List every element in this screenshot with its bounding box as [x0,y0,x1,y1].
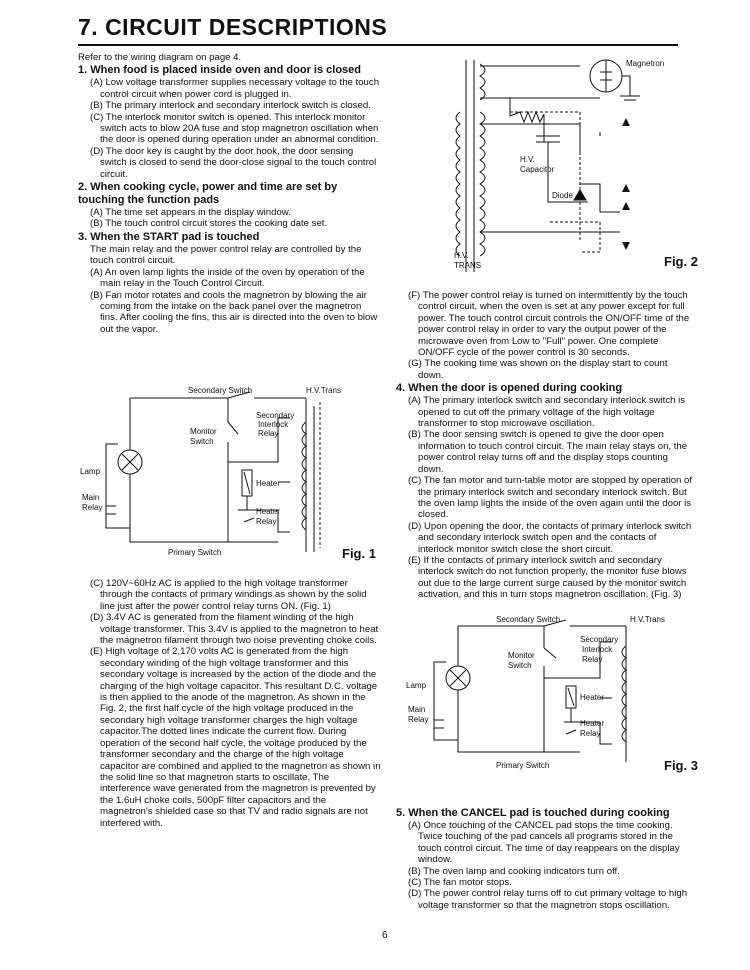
fig3-secondary-interlock-label-1: Interlock [582,645,613,654]
section-5-heading: 5. When the CANCEL pad is touched during cooking [396,807,670,819]
fig1-heater2-label: Heater [256,507,281,516]
fig3-primary-switch-label: Primary Switch [496,761,550,770]
section-1-a: (A) Low voltage transformer supplies necessary voltage to the touch control circuit when power cord is plugged in. [90,77,380,100]
fig1-monitor-label-1: Switch [190,437,214,446]
fig3-main-relay-label-0: Main [408,705,426,714]
section-3-heading: 3. When the START pad is touched [78,230,260,243]
fig1-label: Fig. 1 [342,546,376,561]
fig1-main-relay-label-0: Main [82,493,100,502]
section-2-heading: 2. When cooking cycle, power and time are set by touching the function pads [78,181,338,207]
section-5-d: (D) The power control relay turns off to cut primary voltage to high voltage transformer so that the magnetron stops oscillation. [408,888,688,911]
section-5-b: (B) The oven lamp and cooking indicators turn off. [408,865,620,877]
section-4-c: (C) The fan motor and turn-table motor are stopped by operation of the primary interlock switch and secondary interlock switch. But the oven lamp lights the inside of the oven again until the door is closed. [408,475,693,521]
fig2-hv-trans-label-0: H.V. [454,251,469,260]
fig3-secondary-interlock-label-2: Relay [582,655,603,664]
fig1-diagram [78,382,378,562]
section-5-a: (A) Once touching of the CANCEL pad stops the time cooking. Twice touching of the pad cancels all programs stored in the touch control circuit. The time of day reappears on the display window. [408,820,680,866]
title-rule [78,44,678,46]
fig3-monitor-label-1: Switch [508,661,532,670]
page-title: 7. CIRCUIT DESCRIPTIONS [78,14,388,40]
fig3-relay-label: Relay [580,729,601,738]
section-3-g: (G) The cooking time was shown on the display start to count down. [408,358,668,381]
fig3-hv-trans-label: H.V.Trans [630,615,665,624]
section-2-b: (B) The touch control circuit stores the cooking date set. [90,218,328,230]
right-column-lower [396,806,694,911]
fig1-secondary-switch-label: Secondary Switch [188,386,253,395]
section-3-d: (D) 3.4V AC is generated from the filament winding of the high voltage transformer. This 3.4V is applied to the magnetron to heat the magnetron filament through two noise preventing choke coils. [90,612,379,647]
section-3-e: (E) High voltage of 2,170 volts AC is generated from the high secondary winding of the high voltage transformer and this secondary voltage is increased by the action of the diode and the charging of the high voltage capacitor. This resultant D.C. voltage is then applied to the anode of the magnetron. As shown in the Fig. 2, the first half cycle of the high voltage produced in the secondary high voltage transformer charges the high voltage capacitor.The dotted lines indicate the current flow. During operation of the second half cycle, the voltage produced by the transformer secondary and the charge of the high voltage capacitor are combined and applied to the magnetron as shown in the solid line so that magnetron starts to oscillate. The interference wave generated from the magnetron is prevented by the 1.6uH choke coils, 500pF filter capacitors and the magnetron's shielded case so that TV and radio signals are not interfered with. [90,646,381,829]
fig3-label: Fig. 3 [664,758,698,773]
fig2-diode-label: Diode [552,191,573,200]
fig2-label: Fig. 2 [664,254,698,269]
fig1-secondary-interlock-label-1: Interlock [258,420,289,429]
fig3-diagram [404,612,694,772]
fig1-relay-label: Relay [256,517,277,526]
fig3-secondary-switch-label: Secondary Switch [496,615,561,624]
fig2-hv-capacitor-label-1: Capacitor [520,165,555,174]
fig1-heater-label: Heater [256,479,281,488]
fig2-magnetron-label: Magnetron [626,59,665,68]
fig1-monitor-label-0: Monitor [190,427,217,436]
section-3-b: (B) Fan motor rotates and cools the magnetron by blowing the air coming from the intake on the back panel over the magnetron fins. After cooling the fins, this air is directed into the oven to blow out the vapor. [90,289,378,335]
section-3-c: (C) 120V~60Hz AC is applied to the high voltage transformer through the contacts of primary windings as shown by the solid line just after the power control relay turns ON. (Fig. 1) [90,578,367,612]
fig1-secondary-interlock-label-2: Relay [258,429,279,438]
section-3-a: (A) An oven lamp lights the inside of the oven by operation of the main relay in the Touch Control Circuit. [90,266,365,290]
fig3-secondary-interlock-label-0: Secondary [580,635,619,644]
left-column-lower [78,578,381,829]
fig1-lamp-label: Lamp [80,467,101,476]
section-4-b: (B) The door sensing switch is opened to give the door open information to touch control circuit. The main relay stays on, the power control relay turns off and the display stops counting down. [408,429,688,475]
section-4-d: (D) Upon opening the door, the contacts of primary interlock switch and secondary interlock switch open and the contacts of interlock monitor switch close the short circuit. [408,520,692,555]
section-5-c: (C) The fan motor stops. [408,877,512,889]
fig3-heater-label: Heater [580,693,605,702]
fig3-lamp-label: Lamp [406,681,427,690]
fig2-hv-trans-label-1: TRANS [454,261,482,270]
fig3-monitor-label-0: Monitor [508,651,535,660]
section-1-heading: 1. When food is placed inside oven and door is closed [78,64,361,77]
section-3-f: (F) The power control relay is turned on intermittently by the touch control circuit, when the oven is set at any power except for full power. The touch control circuit controls the ON/OFF time of the power control relay in order to vary the output power of the microwave oven from Low to "Full" power. One complete ON/OFF cycle of the power control is 30 seconds. [408,290,690,359]
section-1-d: (D) The door key is caught by the door hook, the door sensing switch is closed to send the door-close signal to the touch control circuit. [90,145,377,180]
section-3-intro: The main relay and the power control relay are controlled by the touch control circuit. [90,243,362,267]
section-4-a: (A) The primary interlock switch and secondary interlock switch is opened to cut off the primary voltage of the high voltage transformer to stop microwave oscillation. [408,395,686,430]
fig1-primary-switch-label: Primary Switch [168,548,222,557]
page-number: 6 [382,930,388,941]
section-1-b: (B) The primary interlock and secondary interlock switch is closed. [90,100,371,112]
fig2-hv-capacitor-label-0: H.V. [520,155,535,164]
fig3-main-relay-label-1: Relay [408,715,429,724]
fig2-diagram [400,52,700,280]
section-1-c: (C) The interlock monitor switch is opened. This interlock monitor switch acts to blow 20A fuse and stop magnetron oscillation when the door is opened during operation under an abnormal condition. [90,111,379,146]
section-4-e: (E) If the contacts of primary interlock switch and secondary interlock switch do not function properly, the monitor fuse blows out due to the large current surge caused by the monitor switch activation, and this in turn stops magnetron oscillation. (Fig. 3) [408,554,687,601]
fig1-secondary-interlock-label-0: Secondary [256,411,295,420]
fig1-hv-trans-label: H.V.Trans [306,386,341,395]
fig1-main-relay-label-1: Relay [82,503,103,512]
section-2-a: (A) The time set appears in the display window. [90,207,291,219]
left-column [78,52,381,335]
intro-text: Refer to the wiring diagram on page 4. [78,52,242,63]
right-column [396,290,694,601]
fig3-heater2-label: Heater [580,719,605,728]
section-4-heading: 4. When the door is opened during cooking [396,382,623,395]
